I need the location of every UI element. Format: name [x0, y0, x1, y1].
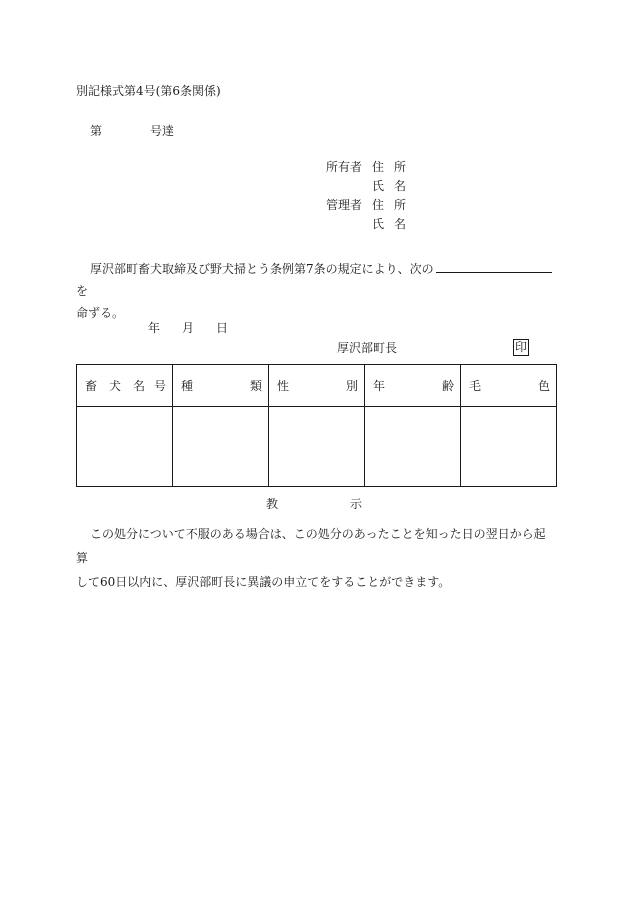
owner-name-row: [326, 179, 406, 198]
table-column: [269, 365, 365, 486]
table-cell: [365, 407, 460, 486]
notice-text: [76, 522, 556, 594]
address-label-1: 住: [372, 160, 385, 174]
name-label-1: 氏: [372, 179, 385, 193]
table-cell: [269, 407, 364, 486]
fill-in-blank: [436, 260, 552, 273]
table-column: [77, 365, 173, 486]
seal-mark: 印: [514, 340, 527, 354]
notice-line1: この処分について不服のある場合は、この処分のあったことを知った日の翌日から起算: [76, 527, 546, 565]
issuer-title: 厚沢部町長: [337, 341, 398, 355]
table-column: [173, 365, 269, 486]
manager-address-row: [326, 198, 406, 217]
address-label-2: 所: [394, 160, 407, 174]
doc-number-suffix: 号達: [150, 124, 175, 138]
column-header-sex: 性 別: [269, 365, 364, 407]
order-text-line1: 厚沢部町畜犬取締及び野犬掃とう条例第7条の規定により、次の: [90, 262, 434, 276]
manager-name-row: [326, 217, 406, 236]
table-cell: [77, 407, 172, 486]
owner-label: 所有者: [326, 160, 363, 174]
column-header-dog-name: 畜 犬 名 号: [77, 365, 172, 407]
manager-label: 管理者: [326, 198, 363, 212]
order-body: [76, 258, 556, 324]
column-header-coat-color: 毛 色: [461, 365, 556, 407]
date-year: 年: [148, 321, 161, 335]
name-label-2: 名: [394, 217, 407, 231]
date-month: 月: [182, 321, 195, 335]
date-line: [148, 321, 250, 335]
order-text-line2: 命ずる。: [76, 306, 125, 320]
name-label-2: 名: [394, 179, 407, 193]
column-header-age: 年 齢: [365, 365, 460, 407]
table-column: [365, 365, 461, 486]
column-header-breed: 種 類: [173, 365, 268, 407]
doc-number-prefix: 第: [90, 124, 103, 138]
name-label-1: 氏: [372, 217, 385, 231]
address-label-2: 所: [394, 198, 407, 212]
owner-address-row: [326, 160, 406, 179]
order-text-after-blank: を: [76, 284, 89, 298]
date-day: 日: [216, 321, 229, 335]
table-column: [461, 365, 556, 486]
notice-heading: 教 示: [266, 497, 363, 511]
table-cell: [173, 407, 268, 486]
table-cell: [461, 407, 556, 486]
address-label-1: 住: [372, 198, 385, 212]
addressee-block: [326, 160, 406, 236]
document-number: [90, 124, 174, 138]
notice-line2: して60日以内に、厚沢部町長に異議の申立てをすることができます。: [76, 575, 451, 589]
form-label: 別記様式第4号(第6条関係): [76, 84, 221, 98]
dog-info-table: [76, 364, 557, 487]
